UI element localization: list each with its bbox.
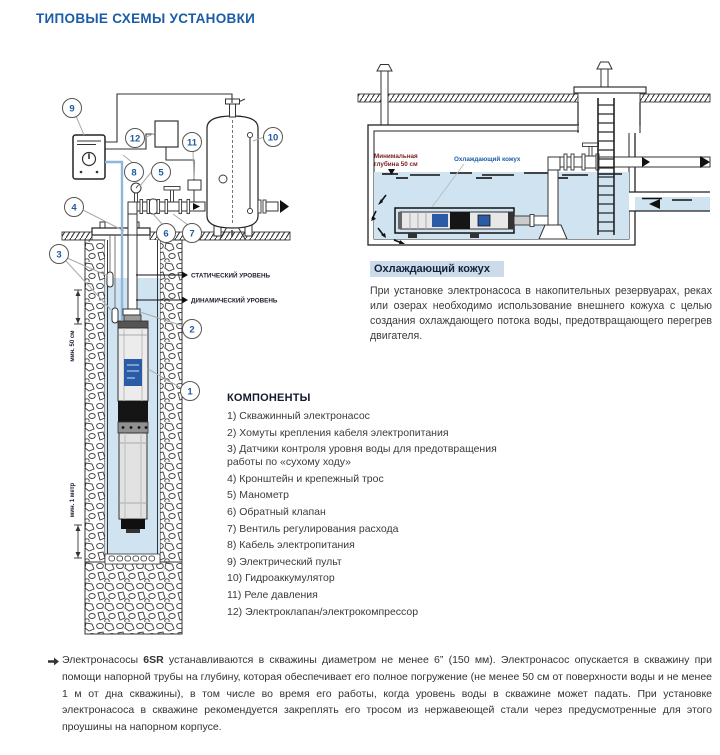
callout-3 (50, 245, 69, 264)
callout-12 (126, 129, 145, 148)
svg-text:8: 8 (131, 167, 137, 179)
callout-2 (183, 320, 202, 339)
callout-7 (183, 224, 202, 243)
callout-10 (264, 128, 283, 147)
svg-text:7: 7 (189, 228, 195, 240)
callout-8 (125, 163, 144, 182)
component-item: 5) Манометр (227, 489, 289, 502)
dim-min-50cm (74, 290, 82, 324)
component-item: 4) Кронштейн и крепежный трос (227, 472, 384, 485)
arrow-bullet-icon (48, 655, 59, 672)
svg-text:6: 6 (163, 228, 169, 240)
component-item: 7) Вентиль регулирования расхода (227, 522, 399, 535)
cooling-section-body: При установке электронасоса в накопительных резервуарах, реках или озерах необходимо использование внешнего кожуха с целью создания охлаждающего потока воды, предотвращающего перегрев двигателя. (370, 285, 712, 343)
footer-text-after: устанавливаются в скважины диаметром не менее 6” (150 мм). Электронасос опускается в скважину при помощи напорной трубы на глубину, которая обеспечивает его полное погружение (не менее 50 см от поверхности воды и не менее 1 м от дна скважины), в том числе во время его работы, когда уровень воды в скважине может падать. При установке электронасоса в скважине рекомендуется закреплять его тросом из нержавеющей стали через предусмотренные для этого проушины на напорном корпусе. (62, 654, 712, 734)
cable-clamp (123, 309, 140, 315)
pressure-relay (188, 180, 201, 202)
inlet-channel (629, 192, 710, 211)
page-title: ТИПОВЫЕ СХЕМЫ УСТАНОВКИ (36, 11, 256, 26)
dim-min-1m (74, 525, 82, 558)
component-item: 9) Электрический пульт (227, 555, 342, 568)
svg-text:3: 3 (56, 249, 62, 261)
svg-text:2: 2 (189, 324, 195, 336)
dim-min-1m-label: мин. 1 метр (70, 482, 76, 518)
submersible-pump (118, 315, 148, 533)
callout-5 (152, 163, 171, 182)
callout-11 (183, 133, 202, 152)
check-valve (150, 199, 158, 214)
cooling-jacket-label: Охлаждающий кожух (454, 156, 521, 163)
component-item: 11) Реле давления (227, 588, 318, 601)
electrovalve-box (155, 121, 178, 147)
riser-pipe (128, 211, 137, 323)
footer-text-before: Электронасосы (62, 654, 144, 666)
components-heading: КОМПОНЕНТЫ (227, 392, 311, 404)
min-depth-label-line2: глубина 50 см (374, 161, 418, 168)
callout-4 (65, 198, 84, 217)
ground-surface (358, 94, 710, 102)
access-shaft (574, 62, 646, 126)
components-list (227, 410, 527, 622)
component-item: 1) Скважинный электронасос (227, 410, 370, 422)
callout-1 (181, 382, 200, 401)
component-item: 10) Гидроаккумулятор (227, 572, 335, 585)
reservoir-cooling-jacket-diagram (352, 58, 712, 253)
component-item: 2) Хомуты крепления кабеля электропитания (227, 426, 449, 439)
min-depth-label-line1: Минимальная (374, 153, 418, 160)
pump-label (124, 359, 142, 386)
callout-9 (63, 99, 82, 118)
svg-text:12: 12 (129, 133, 141, 145)
dynamic-level-label: ДИНАМИЧЕСКИЙ УРОВЕНЬ (191, 297, 278, 305)
hydroaccumulator (207, 99, 289, 239)
svg-text:5: 5 (158, 167, 164, 179)
component-item: 3) Датчики контроля уровня воды для предотвращения работы по «сухому ходу» (227, 443, 497, 469)
component-item: 12) Электроклапан/электрокомпрессор (227, 605, 419, 618)
static-level-label: СТАТИЧЕСКИЙ УРОВЕНЬ (191, 272, 271, 280)
manometer (131, 183, 141, 202)
svg-text:4: 4 (71, 202, 77, 214)
gravel (105, 554, 160, 564)
footer-note (48, 652, 712, 736)
pump-model: 6SR (143, 654, 164, 666)
cooling-section-heading: Охлаждающий кожух (370, 261, 504, 277)
svg-text:10: 10 (267, 132, 279, 144)
dim-min-50cm-label: мин. 50 см (70, 330, 76, 362)
component-item: 6) Обратный клапан (227, 505, 326, 518)
control-panel (73, 135, 105, 179)
svg-text:9: 9 (69, 103, 75, 115)
component-item: 8) Кабель электропитания (227, 539, 355, 552)
svg-text:1: 1 (187, 386, 193, 398)
callout-6 (157, 224, 176, 243)
svg-text:11: 11 (186, 137, 198, 149)
